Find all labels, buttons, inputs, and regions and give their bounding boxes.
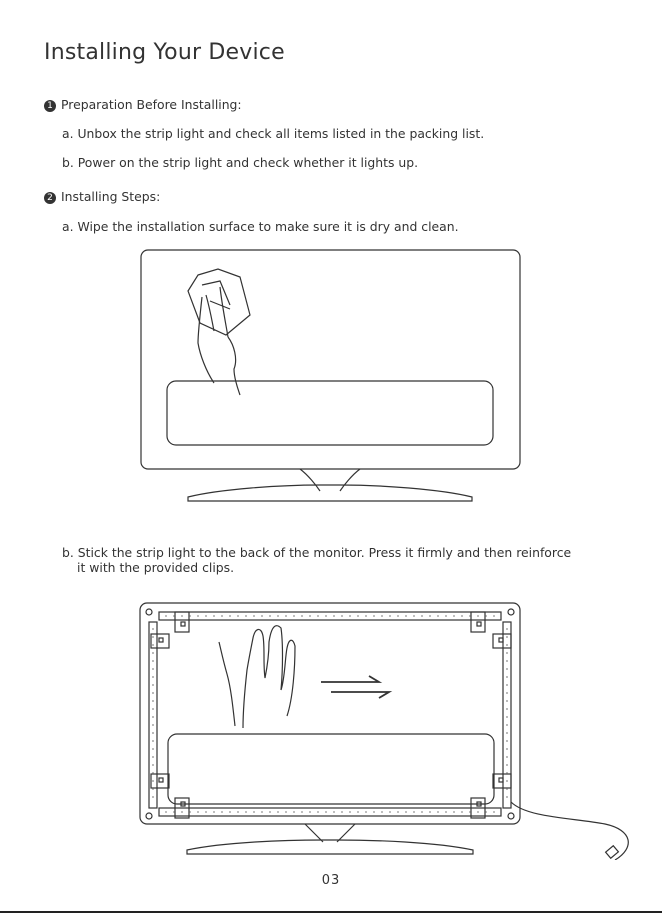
section1-number-badge: 1 [44,100,56,112]
section2-heading [44,189,160,204]
section1-heading-text: Preparation Before Installing: [61,97,242,112]
wipe-monitor-illustration [130,245,530,505]
section2-step-a: a. Wipe the installation surface to make sure it is dry and clean. [62,219,459,234]
page-title: Installing Your Device [44,40,285,65]
section1-step-b: b. Power on the strip light and check whether it lights up. [62,155,419,170]
section2-step-b-line1: b. Stick the strip light to the back of the monitor. Press it firmly and then reinforce [62,545,572,560]
section1-heading [44,97,242,112]
strip-install-illustration [135,598,635,860]
section2-step-b-line2: it with the provided clips. [77,560,235,575]
section2-number-badge: 2 [44,192,56,204]
page-number: 03 [321,873,341,888]
section2-heading-text: Installing Steps: [61,189,161,204]
bottom-rule [0,911,662,913]
section1-step-a: a. Unbox the strip light and check all items listed in the packing list. [62,126,485,141]
